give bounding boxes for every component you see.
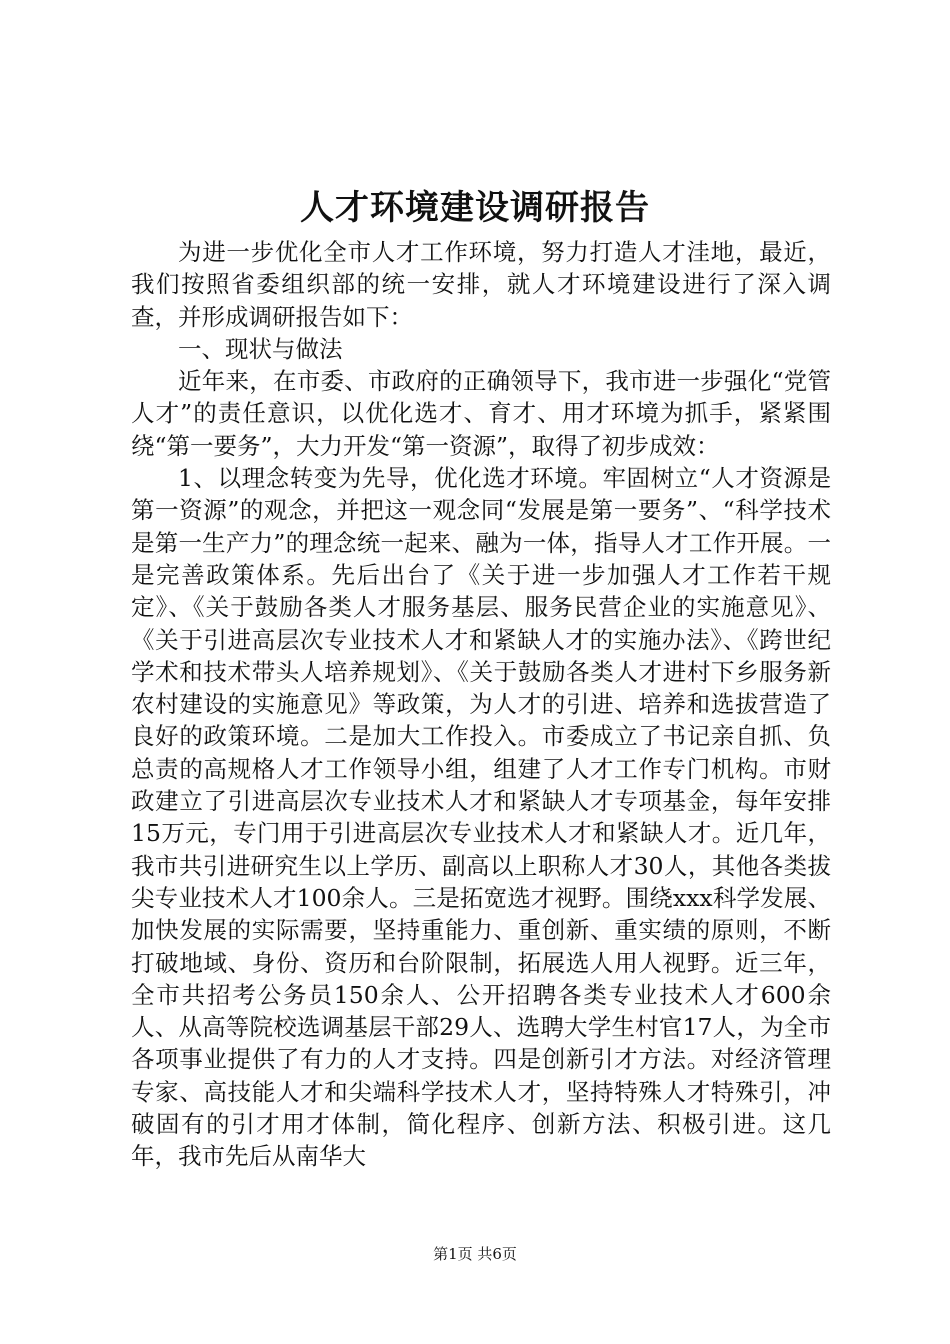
section-heading: 一、现状与做法 — [178, 334, 343, 363]
point-one-paragraph: 1、以理念转变为先导，优化选才环境。牢固树立“人才资源是第一资源”的观念，并把这一观念同“发展是第一要务”、“科学技术是第一生产力”的理念统一起来、融为一体，指导人才工作开展。一是完善政策体系。先后出台了《关于进一步加强人才工作若干规定》、《关于鼓励各类人才服务基层、服务民营企业的实施意见》、《关于引进高层次专业技术人才和紧缺人才的实施办法》、《跨世纪学术和技术带头人培养规划》、《关于鼓励各类人才进村下乡服务新农村建设的实施意见》等政策，为人才的引进、培养和选拔营造了良好的政策环境。二是加大工作投入。市委成立了书记亲自抓、负总责的高规格人才工作领导小组，组建了人才工作专门机构。市财政建立了引进高层次专业技术人才和紧缺人才专项基金，每年安排15万元，专门用于引进高层次专业技术人才和紧缺人才。近几年，我市共引进研究生以上学历、副高以上职称人才30人，其他各类拔尖专业技术人才100余人。三是拓宽选才视野。围绕xxx科学发展、加快发展的实际需要，坚持重能力、重创新、重实绩的原则，不断打破地域、身份、资历和台阶限制，拓展选人用人视野。近三年，全市共招考公务员150余人、公开招聘各类专业技术人才600余人、从高等院校选调基层干部29人、选聘大学生村官17人，为全市各项事业提供了有力的人才支持。四是创新引才方法。对经济管理专家、高技能人才和尖端科学技术人才，坚持特殊人才特殊引，冲破固有的引才用才体制，简化程序、创新方法、积极引进。这几年，我市先后从南华大 — [131, 464, 831, 1171]
document-body — [131, 236, 831, 1173]
document-title: 人才环境建设调研报告 — [300, 188, 650, 228]
page-footer: 第1页 共6页 — [433, 1245, 517, 1263]
overview-paragraph: 近年来，在市委、市政府的正确领导下，我市进一步强化“党管人才”的责任意识，以优化选才、育才、用才环境为抓手，紧紧围绕“第一要务”，大力开发“第一资源”，取得了初步成效： — [131, 367, 831, 460]
intro-paragraph: 为进一步优化全市人才工作环境，努力打造人才洼地，最近，我们按照省委组织部的统一安排，就人才环境建设进行了深入调查，并形成调研报告如下： — [131, 238, 831, 331]
